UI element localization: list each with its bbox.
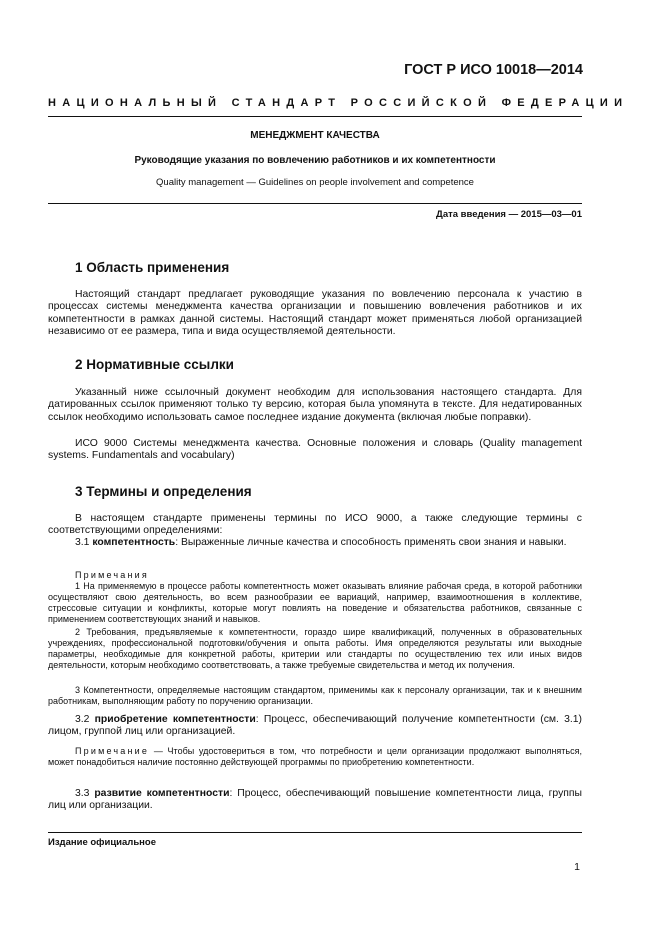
english-title: Quality management — Guidelines on people involvement and competence [156,177,474,188]
title-divider [48,203,582,204]
section-3-intro: В настоящем стандарте применены термины по ИСО 9000, а также следующие термины с соответствующими определениями: [48,513,582,537]
term-3-2-name: приобретение компетентности [94,714,256,725]
section-3-heading: 3 Термины и определения [75,484,252,499]
section-2-para-2: ИСО 9000 Системы менеджмента качества. Основные положения и словарь (Quality management systems. Fundamentals and vocabulary) [48,438,582,462]
section-1-text: Настоящий стандарт предлагает руководящие указания по вовлечению персонала к участию в процессах системы менеджмента качества организации и повышению вовлечения работников и их компетентности в рамках данной системы. Настоящий стандарт может применяться любой организацией независимо от ее размера, типа и вида осуществляемой деятельности. [48,289,582,338]
note-2: 2 Требования, предъявляемые к компетентности, гораздо шире квалификаций, полученных в образовательных учреждениях, профессиональной подготовки/обучения и опыта работы. Имя определяются результаты или выходные параметры, необходимые для конкретной работы, критерии или стандарты по осуществлению тех или иных видов деятельности, которым необходимо соответствовать, а также требуемые свидетельства и метод их получения. [48,627,582,670]
section-2-para-1: Указанный ниже ссылочный документ необходим для использования настоящего стандарта. Для датированных ссылок применяют только ту версию, которая была упомянута в тексте. Для недатированных ссылок необходимо использовать самое последнее издание документа (включая любые поправки). [48,387,582,423]
term-3-1-number: 3.1 [75,537,90,548]
document-subtitle: Руководящие указания по вовлечению работников и их компетентности [134,155,496,166]
document-title: МЕНЕДЖМЕНТ КАЧЕСТВА [250,130,380,141]
term-3-2-number: 3.2 [75,714,90,725]
note-3: 3 Компетентности, определяемые настоящим стандартом, применимы как к персоналу организации, так и к внешним работникам, выполняющим работу по поручению организации. [48,685,582,706]
notes-label: Примечания [75,570,149,580]
term-3-3-definition: : Процесс, обеспечивающий повышение компетентности лица, группы лиц или организации. [48,788,583,812]
term-3-1-definition: : Выраженные личные качества и способность применять свои знания и навыки. [175,537,567,548]
note-1: 1 На применяемую в процессе работы компетентность может оказывать влияние рабочая среда, в которой работники осуществляют свою деятельность, во всем разнообразии ее вариаций, например, взаимоотношения в коллективе, стрессовые ситуации и конфликты, которые могут повлиять на поведение и обязательства работников, связанные с применением соответствующих знаний и навыков. [48,581,582,624]
note-term-3-2 [48,746,582,768]
section-2-heading: 2 Нормативные ссылки [75,357,234,372]
term-3-2 [48,714,582,739]
note-term-3-2-text: — Чтобы удостовериться в том, что потребности и цели организации продолжают выполняться, может понадобиться наличие постоянно действующей программы по приобретению компетентности. [48,746,582,767]
standard-code: ГОСТ Р ИСО 10018—2014 [404,62,583,78]
section-1-heading: 1 Область применения [75,260,230,275]
header-divider [48,116,582,117]
term-3-3-name: развитие компетентности [94,788,230,799]
national-standard-banner: НАЦИОНАЛЬНЫЙ СТАНДАРТ РОССИЙСКОЙ ФЕДЕРАЦИИ [48,97,629,109]
term-3-3-number: 3.3 [75,788,90,799]
introduction-date: Дата введения — 2015—03—01 [436,209,582,220]
term-3-3 [48,788,582,813]
official-edition-label: Издание официальное [48,837,156,848]
footer-divider [48,832,582,833]
term-3-1 [48,537,582,549]
note-label: Примечание [75,746,150,756]
page-number: 1 [574,861,580,873]
term-3-1-name: компетентность [92,537,176,548]
term-3-2-definition: : Процесс, обеспечивающий получение компетентности (см. 3.1) лицом, группой лиц или организацией. [48,714,583,738]
